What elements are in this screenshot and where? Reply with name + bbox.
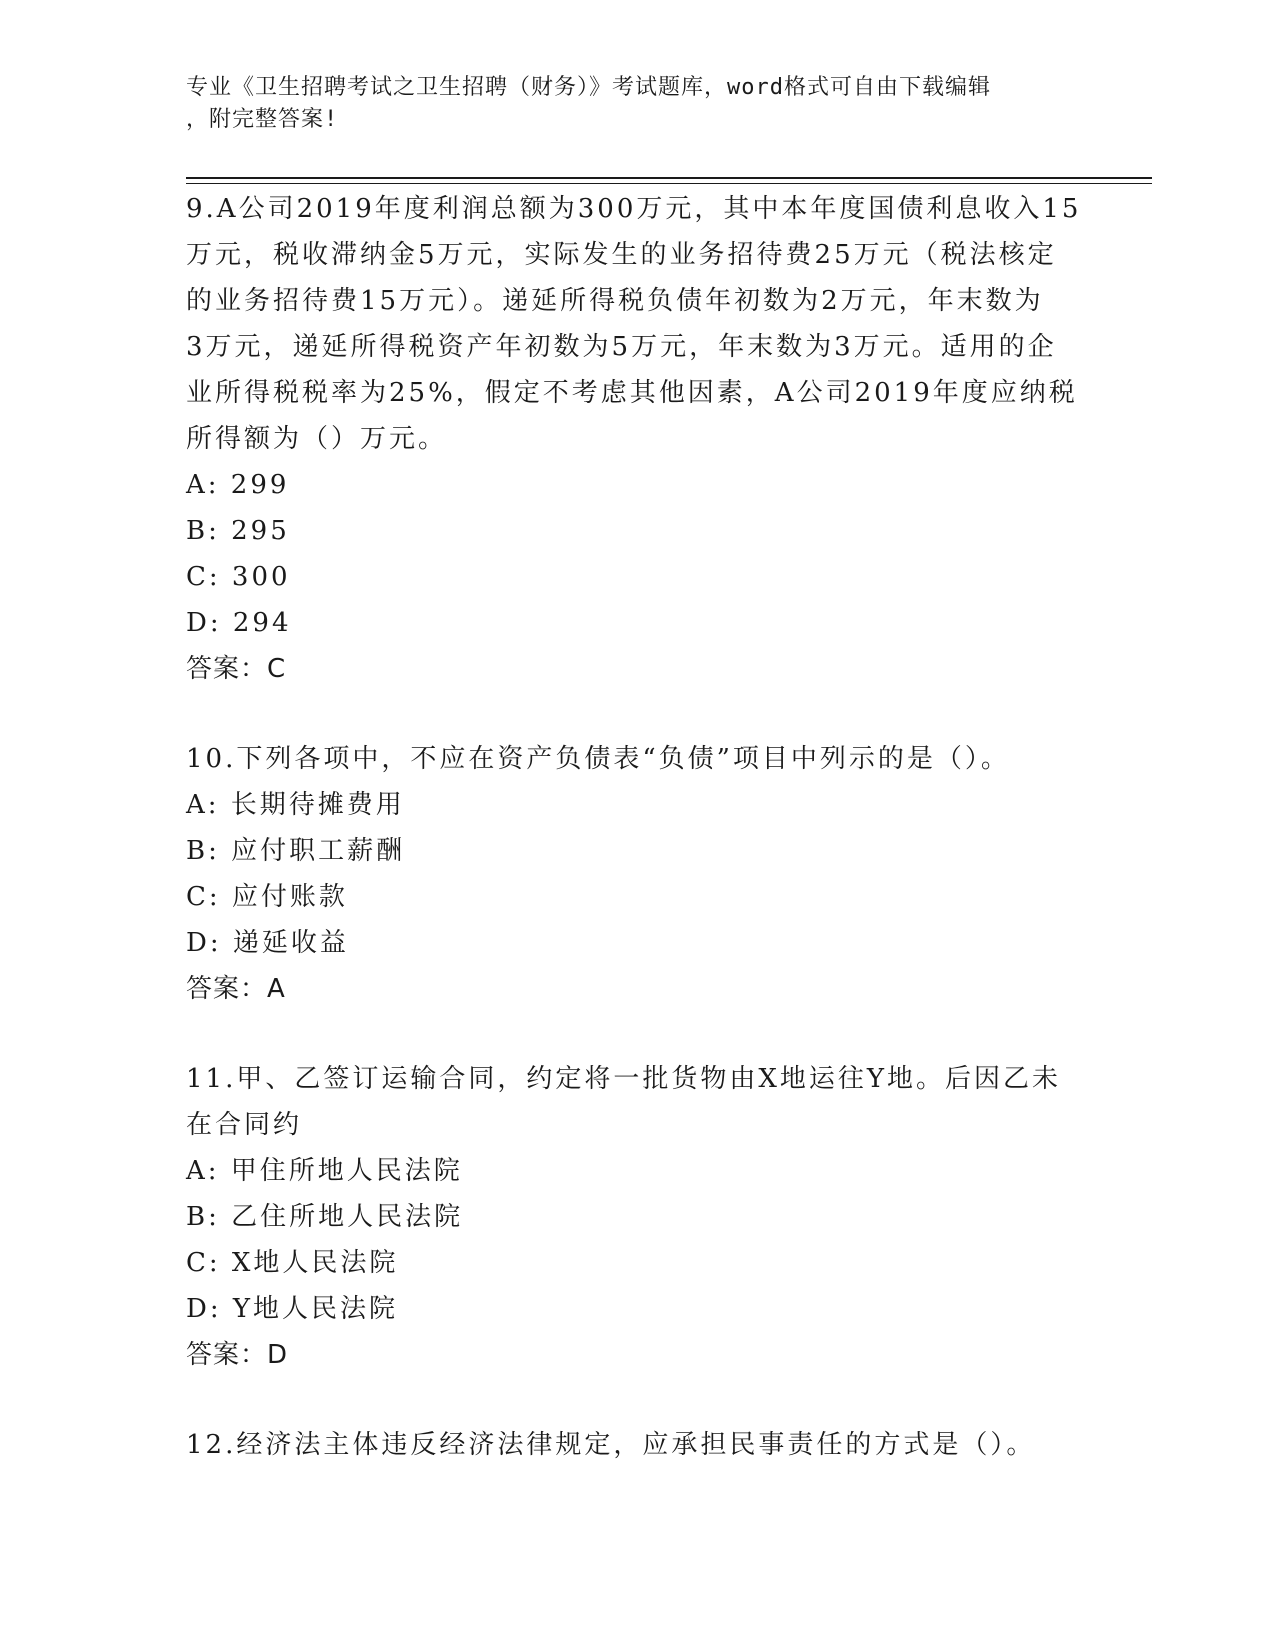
question-9 [186, 186, 1086, 692]
header-divider-thick [186, 177, 1152, 179]
header-line-1: 专业《卫生招聘考试之卫生招聘（财务）》考试题库，word格式可自由下载编辑 [186, 75, 991, 100]
option-d: D: 递延收益 [186, 928, 349, 958]
question-text-line: 的业务招待费15万元）。递延所得税负债年初数为2万元，年末数为 [186, 286, 1044, 316]
option-d: D: Y地人民法院 [186, 1294, 399, 1324]
answer-label: 答案：C [186, 654, 287, 684]
header-divider-thin [186, 183, 1152, 184]
question-text-line: 3万元，递延所得税资产年初数为5万元，年末数为3万元。适用的企 [186, 332, 1057, 362]
option-b: B: 乙住所地人民法院 [186, 1202, 464, 1232]
question-text-line: 在合同约 [186, 1110, 303, 1140]
question-text-line: 9.A公司2019年度利润总额为300万元，其中本年度国债利息收入15 [186, 194, 1082, 224]
question-text-line: 12.经济法主体违反经济法律规定，应承担民事责任的方式是（）。 [186, 1430, 1036, 1460]
answer-label: 答案：D [186, 1340, 289, 1370]
option-c: C: X地人民法院 [186, 1248, 399, 1278]
question-list [186, 186, 1086, 1468]
question-text-line: 所得额为（）万元。 [186, 424, 448, 454]
header-line-2: ，附完整答案! [186, 107, 339, 132]
option-b: B: 295 [186, 516, 290, 546]
question-11 [186, 1056, 1086, 1378]
option-d: D: 294 [186, 608, 292, 638]
question-text-line: 11.甲、乙签订运输合同，约定将一批货物由X地运往Y地。后因乙未 [186, 1064, 1062, 1094]
option-c: C: 300 [186, 562, 291, 592]
question-text-line: 10.下列各项中，不应在资产负债表“负债”项目中列示的是（）。 [186, 744, 1010, 774]
option-a: A: 长期待摊费用 [186, 790, 405, 820]
answer-label: 答案：A [186, 974, 286, 1004]
option-c: C: 应付账款 [186, 882, 348, 912]
document-header [186, 72, 1066, 136]
option-b: B: 应付职工薪酬 [186, 836, 406, 866]
option-a: A: 甲住所地人民法院 [186, 1156, 463, 1186]
question-10 [186, 736, 1086, 1012]
question-12 [186, 1422, 1086, 1468]
question-text-line: 业所得税税率为25%，假定不考虑其他因素，A公司2019年度应纳税 [186, 378, 1078, 408]
question-text-line: 万元，税收滞纳金5万元，实际发生的业务招待费25万元（税法核定 [186, 240, 1057, 270]
option-a: A: 299 [186, 470, 290, 500]
